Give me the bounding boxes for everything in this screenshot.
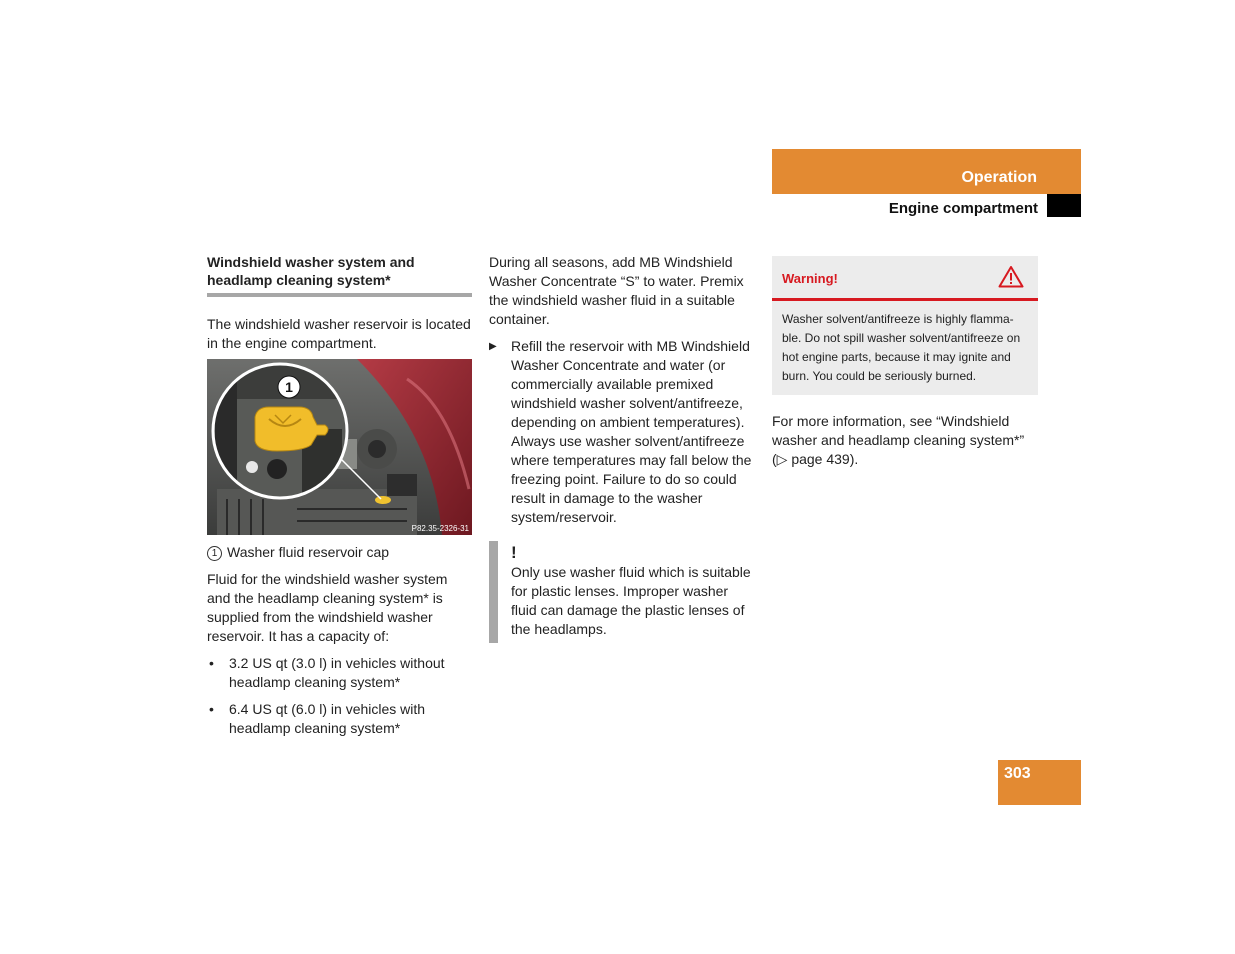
callout-number: 1 xyxy=(285,379,293,395)
warning-label: Warning! xyxy=(782,271,838,286)
list-item-text: 6.4 US qt (6.0 l) in vehicles with headlamp cleaning system* xyxy=(229,701,426,736)
list-item-text: 3.2 US qt (3.0 l) in vehicles without headlamp cleaning system* xyxy=(229,655,445,690)
warning-header xyxy=(772,256,1038,301)
subsection-title: Engine compartment xyxy=(888,200,1038,217)
more-info-paragraph: For more information, see “Windshield washer and headlamp cleaning system*” (▷ page 439). xyxy=(772,413,1025,467)
column-right xyxy=(772,256,1038,469)
list-item: • 3.2 US qt (3.0 l) in vehicles without headlamp cleaning system* xyxy=(209,655,445,690)
warning-triangle-icon xyxy=(998,265,1024,288)
warning-text: Washer solvent/antifreeze is highly flamma-ble. Do not spill washer solvent/antifreeze on hot engine parts, because it may ignite and burn. You could be seriously burned. xyxy=(782,312,1021,383)
capacity-list xyxy=(207,654,472,738)
image-caption xyxy=(207,543,472,562)
step-extra-paragraph: Always use washer solvent/antifreeze where temperatures may fall below the freezing point. Failure to do so could result in damage to the washer system/reservoir. xyxy=(511,433,752,525)
engine-photo xyxy=(207,359,472,535)
capacity-paragraph: Fluid for the windshield washer system and the headlamp cleaning system* is supplied from the windshield washer reservoir. It has a capacity of: xyxy=(207,571,448,644)
step-text: Refill the reservoir with MB Windshield Washer Concentrate and water (or commercially available premixed windshield washer solvent/antifreeze, depending on ambient temperatures). xyxy=(511,338,750,430)
seasons-paragraph: During all seasons, add MB Windshield Washer Concentrate “S” to water. Premix the windshield washer fluid in a suitable container. xyxy=(489,254,744,327)
header-bar xyxy=(772,149,1081,194)
column-left xyxy=(207,253,472,746)
page-number-box xyxy=(998,760,1081,805)
exclamation-icon: ! xyxy=(511,543,517,562)
notice-box xyxy=(489,541,754,643)
page-number: 303 xyxy=(1004,765,1031,782)
intro-paragraph: The windshield washer reservoir is located in the engine compartment. xyxy=(207,316,471,351)
image-code: P82.35-2326-31 xyxy=(411,524,469,533)
instruction-step xyxy=(489,337,754,432)
list-item: • 6.4 US qt (6.0 l) in vehicles with headlamp cleaning system* xyxy=(209,701,426,736)
caption-number: 1 xyxy=(207,546,222,561)
caption-text: Washer fluid reservoir cap xyxy=(227,544,390,560)
column-middle xyxy=(489,253,754,643)
section-heading: Windshield washer system and headlamp cleaning system* xyxy=(207,253,472,297)
step-arrow-icon: ▶ xyxy=(489,341,497,352)
notice-text: Only use washer fluid which is suitable for plastic lenses. Improper washer fluid can damage the plastic lenses of the headlamps. xyxy=(511,564,751,637)
warning-box xyxy=(772,256,1038,395)
section-title: Operation xyxy=(961,169,1037,186)
thumb-tab xyxy=(1047,194,1081,217)
